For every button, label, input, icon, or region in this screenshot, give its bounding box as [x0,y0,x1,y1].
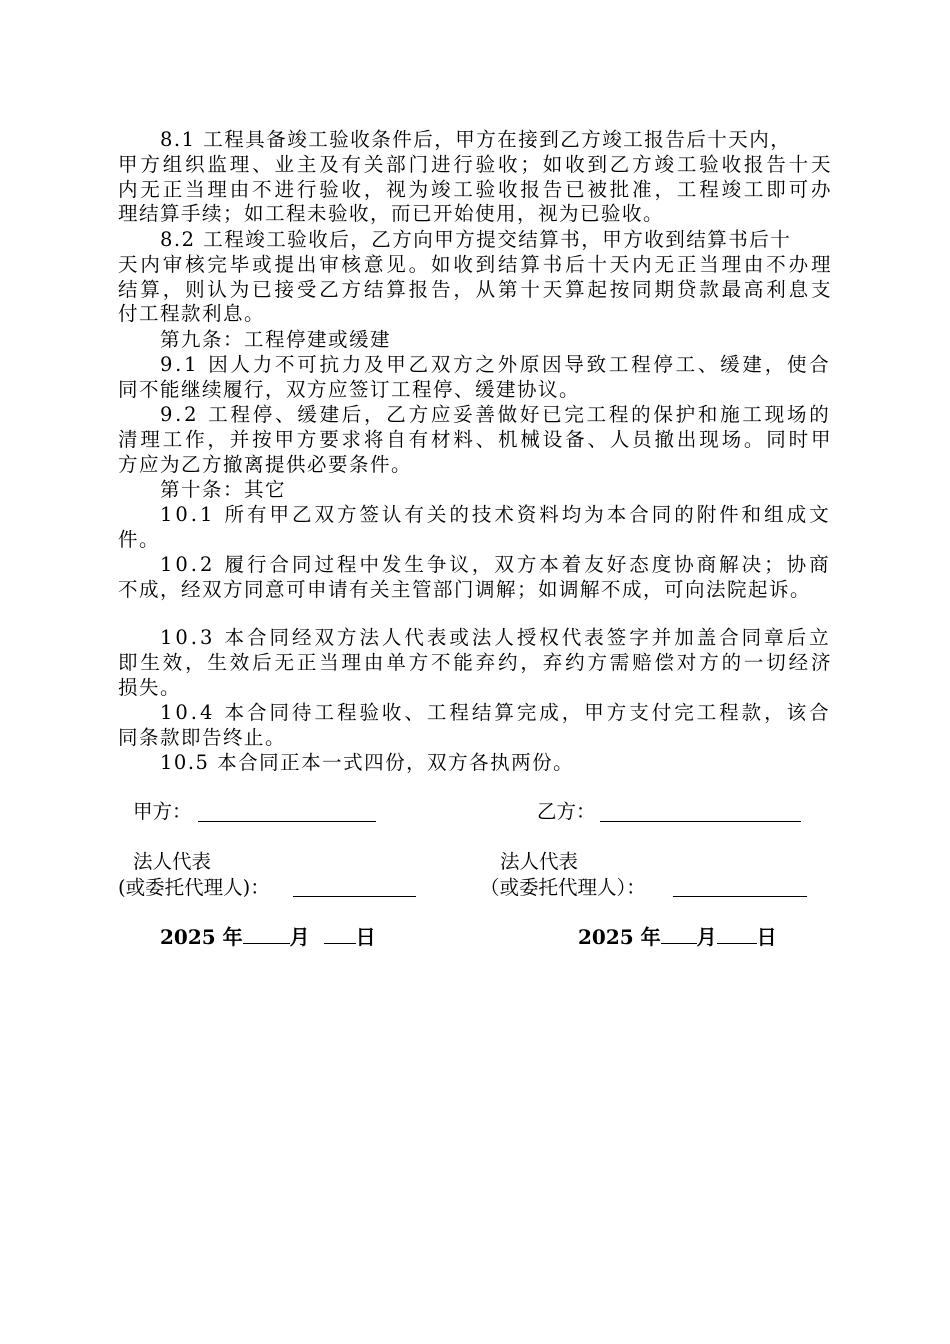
party-a-signature-line [198,821,376,822]
paragraph-line: 10.1 所有甲乙双方签认有关的技术资料均为本合同的附件和组成文 [160,503,832,526]
party-b-rep-label: 法人代表 [500,850,579,873]
paragraph-line: 同条款即告终止。 [118,726,287,749]
party-a-rep-signature-line [293,896,416,897]
party-b-rep-signature-line [673,896,807,897]
party-b-day: 日 [756,925,777,949]
paragraph-line: 即生效，生效后无正当理由单方不能弃约，弃约方需赔偿对方的一切经济 [118,651,834,674]
party-a-label: 甲方： [133,800,192,823]
paragraph-line: 甲方组织监理、业主及有关部门进行验收；如收到乙方竣工验收报告十天 [118,153,834,176]
party-a-year: 2025 年 [160,925,243,949]
party-b-signature-line [600,821,801,822]
paragraph-line: 内无正当理由不进行验收，视为竣工验收报告已被批准，工程竣工即可办 [118,178,834,201]
paragraph-line: 第十条：其它 [160,478,287,501]
party-b-agent-label: （或委托代理人）： [480,876,646,899]
paragraph-line: 8.2 工程竣工验收后，乙方向甲方提交结算书，甲方收到结算书后十 [160,228,792,251]
paragraph-line: 付工程款利息。 [118,302,266,325]
paragraph-line: 10.2 履行合同过程中发生争议，双方本着友好态度协商解决；协商 [160,553,832,576]
paragraph-line: 8.1 工程具备竣工验收条件后，甲方在接到乙方竣工报告后十天内， [160,128,792,151]
party-a-date [160,925,376,949]
paragraph-line: 9.1 因人力不可抗力及甲乙双方之外原因导致工程停工、缓建，使合 [160,353,832,376]
party-b-year: 2025 年 [578,925,661,949]
paragraph-line: 10.5 本合同正本一式四份，双方各执两份。 [160,751,575,774]
party-b-month-blank [661,925,697,944]
party-b-day-blank [717,925,757,944]
party-a-month: 月 [289,925,310,949]
paragraph-line: 第九条：工程停建或缓建 [160,328,392,351]
paragraph-line: 9.2 工程停、缓建后，乙方应妥善做好已完工程的保护和施工现场的 [160,403,832,426]
paragraph-line: 10.3 本合同经双方法人代表或法人授权代表签字并加盖合同章后立 [160,626,832,649]
party-a-day: 日 [355,925,376,949]
party-b-date [578,925,777,949]
paragraph-line: 理结算手续；如工程未验收，而已开始使用，视为已验收。 [118,202,665,225]
party-a-agent-label: (或委托代理人)： [118,876,270,899]
paragraph-line: 结算，则认为已接受乙方结算报告，从第十天算起按同期贷款最高利息支 [118,278,834,301]
party-b-month: 月 [696,925,717,949]
party-a-month-blank [243,925,290,944]
paragraph-line: 清理工作，并按甲方要求将自有材料、机械设备、人员撤出现场。同时甲 [118,428,834,451]
party-a-day-blank [324,925,356,944]
paragraph-line: 同不能继续履行，双方应签订工程停、缓建协议。 [118,378,581,401]
paragraph-line: 天内审核完毕或提出审核意见。如收到结算书后十天内无正当理由不办理 [118,253,834,276]
party-a-rep-label: 法人代表 [133,850,212,873]
paragraph-line: 损失。 [118,676,182,699]
paragraph-line: 件。 [118,528,161,551]
paragraph-line: 方应为乙方撤离提供必要条件。 [118,453,413,476]
paragraph-line: 不成，经双方同意可申请有关主管部门调解；如调解不成，可向法院起诉。 [118,578,812,601]
paragraph-line: 10.4 本合同待工程验收、工程结算完成，甲方支付完工程款，该合 [160,701,832,724]
party-b-label: 乙方： [537,800,596,823]
